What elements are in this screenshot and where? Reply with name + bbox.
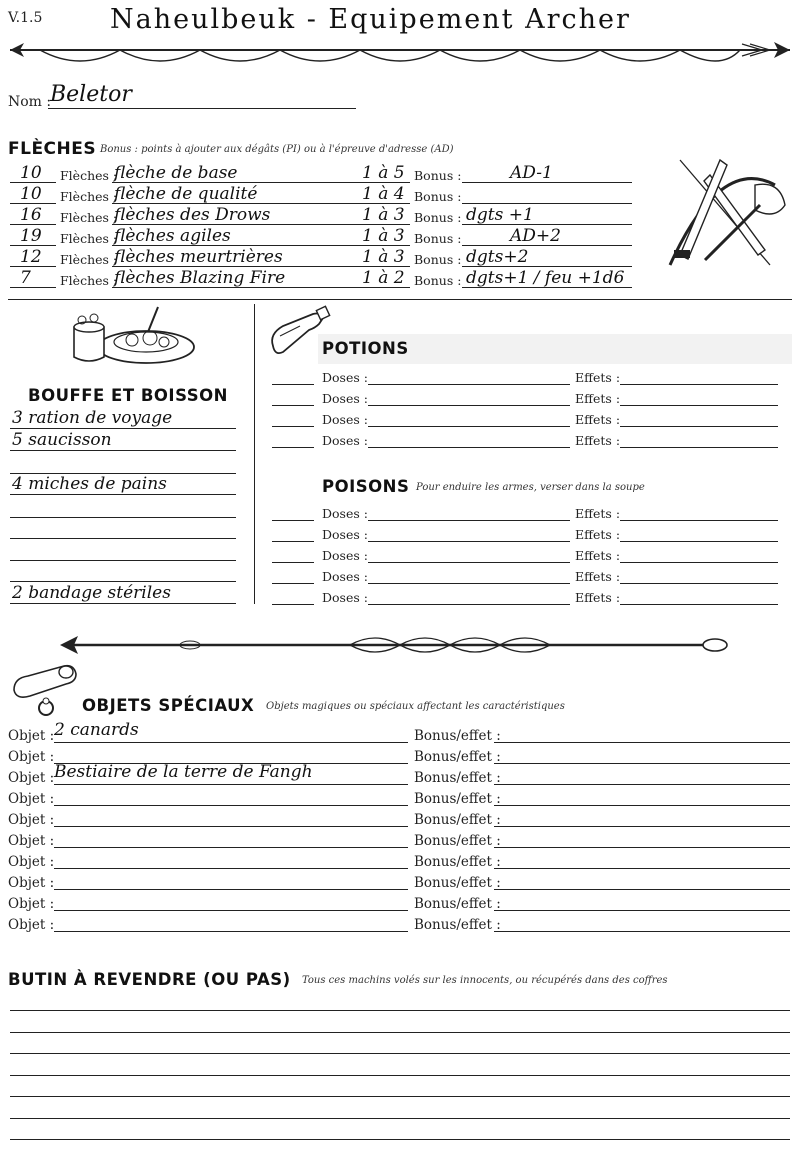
food-underline bbox=[10, 428, 236, 429]
objet-label: Objet : bbox=[8, 749, 55, 765]
arrow-range[interactable]: 1 à 3 bbox=[362, 226, 405, 246]
arrow-name[interactable]: flèche de qualité bbox=[114, 184, 258, 204]
quantity-underline bbox=[272, 604, 314, 605]
doses-field[interactable] bbox=[368, 426, 570, 427]
objet-value[interactable]: 2 canards bbox=[54, 720, 139, 740]
objet-label: Objet : bbox=[8, 896, 55, 912]
doses-label: Doses : bbox=[322, 412, 368, 427]
butin-heading: BUTIN À REVENDRE (OU PAS) bbox=[8, 970, 291, 989]
effets-label: Effets : bbox=[575, 548, 621, 563]
nom-value[interactable]: Beletor bbox=[50, 82, 132, 107]
objet-underline bbox=[54, 826, 408, 827]
section-divider bbox=[8, 299, 792, 300]
arrow-range[interactable]: 1 à 4 bbox=[362, 184, 405, 204]
staff-divider-icon bbox=[60, 630, 740, 660]
bonus-underline bbox=[462, 182, 632, 183]
bonus-effet-field[interactable] bbox=[494, 763, 790, 764]
food-item[interactable]: 4 miches de pains bbox=[12, 474, 167, 494]
arrow-range[interactable]: 1 à 3 bbox=[362, 205, 405, 225]
effets-label: Effets : bbox=[575, 569, 621, 584]
arrow-bonus[interactable]: AD+2 bbox=[510, 226, 561, 246]
doses-label: Doses : bbox=[322, 506, 368, 521]
bonus-effet-label: Bonus/effet : bbox=[414, 896, 501, 912]
arrow-qty[interactable]: 10 bbox=[20, 184, 42, 204]
qty-underline bbox=[10, 245, 56, 246]
bouffe-heading: BOUFFE ET BOISSON bbox=[28, 386, 228, 405]
butin-line[interactable] bbox=[10, 1010, 790, 1011]
effets-field[interactable] bbox=[620, 405, 778, 406]
qty-underline bbox=[10, 203, 56, 204]
bonus-effet-field[interactable] bbox=[494, 910, 790, 911]
doses-label: Doses : bbox=[322, 569, 368, 584]
objet-underline bbox=[54, 742, 408, 743]
quantity-underline bbox=[272, 562, 314, 563]
objet-underline bbox=[54, 931, 408, 932]
quantity-underline bbox=[272, 384, 314, 385]
effets-field[interactable] bbox=[620, 583, 778, 584]
arrow-bonus-label: Bonus : bbox=[414, 189, 462, 204]
bonus-effet-field[interactable] bbox=[494, 931, 790, 932]
objet-underline bbox=[54, 847, 408, 848]
objet-label: Objet : bbox=[8, 728, 55, 744]
quantity-underline bbox=[272, 520, 314, 521]
effets-label: Effets : bbox=[575, 370, 621, 385]
bonus-effet-field[interactable] bbox=[494, 784, 790, 785]
arrow-bonus-label: Bonus : bbox=[414, 252, 462, 267]
bonus-effet-label: Bonus/effet : bbox=[414, 770, 501, 786]
arrow-row-label: Flèches : bbox=[60, 252, 118, 267]
doses-label: Doses : bbox=[322, 391, 368, 406]
arrow-bonus-label: Bonus : bbox=[414, 210, 462, 225]
bonus-effet-label: Bonus/effet : bbox=[414, 833, 501, 849]
objet-underline bbox=[54, 805, 408, 806]
arrow-name[interactable]: flèches meurtrières bbox=[114, 247, 283, 267]
arrow-row-label: Flèches : bbox=[60, 168, 118, 183]
effets-label: Effets : bbox=[575, 433, 621, 448]
arrow-bonus-label: Bonus : bbox=[414, 168, 462, 183]
arrow-range[interactable]: 1 à 5 bbox=[362, 163, 405, 183]
objet-underline bbox=[54, 784, 408, 785]
arrow-bonus-label: Bonus : bbox=[414, 231, 462, 246]
food-underline bbox=[10, 450, 236, 451]
bonus-effet-field[interactable] bbox=[494, 805, 790, 806]
objet-underline bbox=[54, 889, 408, 890]
arrow-bonus[interactable]: dgts+2 bbox=[466, 247, 529, 267]
doses-field[interactable] bbox=[368, 583, 570, 584]
fleches-heading: FLÈCHES bbox=[8, 139, 97, 159]
arrow-qty[interactable]: 19 bbox=[20, 226, 42, 246]
nom-label: Nom : bbox=[8, 94, 52, 110]
doses-label: Doses : bbox=[322, 370, 368, 385]
qty-underline bbox=[10, 287, 56, 288]
objet-underline bbox=[54, 910, 408, 911]
arrow-name[interactable]: flèches des Drows bbox=[114, 205, 271, 225]
bonus-effet-field[interactable] bbox=[494, 889, 790, 890]
objet-label: Objet : bbox=[8, 854, 55, 870]
bonus-underline bbox=[462, 287, 632, 288]
bonus-effet-field[interactable] bbox=[494, 847, 790, 848]
bonus-underline bbox=[462, 266, 632, 267]
objet-label: Objet : bbox=[8, 875, 55, 891]
objet-label: Objet : bbox=[8, 917, 55, 933]
bonus-effet-label: Bonus/effet : bbox=[414, 791, 501, 807]
bonus-effet-label: Bonus/effet : bbox=[414, 749, 501, 765]
food-underline bbox=[10, 538, 236, 539]
arrow-name[interactable]: flèches Blazing Fire bbox=[114, 268, 286, 288]
objet-underline bbox=[54, 868, 408, 869]
food-item[interactable]: 5 saucisson bbox=[12, 430, 112, 450]
potions-heading: POTIONS bbox=[322, 339, 409, 358]
nom-underline bbox=[48, 108, 356, 109]
arrow-range[interactable]: 1 à 2 bbox=[362, 268, 405, 288]
arrow-bonus[interactable]: dgts +1 bbox=[466, 205, 534, 225]
arrow-qty[interactable]: 16 bbox=[20, 205, 42, 225]
effets-label: Effets : bbox=[575, 391, 621, 406]
food-underline bbox=[10, 517, 236, 518]
arrow-qty[interactable]: 7 bbox=[20, 268, 31, 288]
doses-label: Doses : bbox=[322, 433, 368, 448]
qty-underline bbox=[10, 182, 56, 183]
objet-value[interactable]: Bestiaire de la terre de Fangh bbox=[54, 762, 313, 782]
doses-field[interactable] bbox=[368, 447, 570, 448]
bonus-underline bbox=[462, 224, 632, 225]
effets-field[interactable] bbox=[620, 447, 778, 448]
arrow-divider-icon bbox=[10, 36, 790, 76]
arrow-range[interactable]: 1 à 3 bbox=[362, 247, 405, 267]
bonus-effet-label: Bonus/effet : bbox=[414, 875, 501, 891]
arrow-row-label: Flèches : bbox=[60, 231, 118, 246]
arrow-bonus-label: Bonus : bbox=[414, 273, 462, 288]
effets-field[interactable] bbox=[620, 562, 778, 563]
effets-field[interactable] bbox=[620, 604, 778, 605]
bonus-effet-field[interactable] bbox=[494, 742, 790, 743]
food-underline bbox=[10, 494, 236, 495]
arrow-row-label: Flèches : bbox=[60, 210, 118, 225]
poisons-heading: POISONS bbox=[322, 477, 410, 496]
objet-label: Objet : bbox=[8, 791, 55, 807]
arrow-name[interactable]: flèches agiles bbox=[114, 226, 231, 246]
bonus-effet-label: Bonus/effet : bbox=[414, 854, 501, 870]
doses-field[interactable] bbox=[368, 604, 570, 605]
doses-label: Doses : bbox=[322, 548, 368, 563]
scroll-ring-icon bbox=[6, 660, 76, 720]
fleches-subtitle: Bonus : points à ajouter aux dégâts (PI) ou à l'épreuve d'adresse (AD) bbox=[100, 144, 454, 155]
food-underline bbox=[10, 581, 236, 582]
doses-label: Doses : bbox=[322, 527, 368, 542]
effets-field[interactable] bbox=[620, 426, 778, 427]
butin-line[interactable] bbox=[10, 1053, 790, 1054]
butin-line[interactable] bbox=[10, 1032, 790, 1033]
bonus-effet-label: Bonus/effet : bbox=[414, 917, 501, 933]
doses-field[interactable] bbox=[368, 520, 570, 521]
objet-label: Objet : bbox=[8, 833, 55, 849]
objet-label: Objet : bbox=[8, 770, 55, 786]
vertical-divider bbox=[254, 304, 255, 604]
effets-field[interactable] bbox=[620, 384, 778, 385]
effets-field[interactable] bbox=[620, 520, 778, 521]
qty-underline bbox=[10, 224, 56, 225]
arrow-qty[interactable]: 12 bbox=[20, 247, 42, 267]
butin-line[interactable] bbox=[10, 1139, 790, 1140]
butin-line[interactable] bbox=[10, 1118, 790, 1119]
effets-label: Effets : bbox=[575, 506, 621, 521]
arrow-bonus[interactable]: AD-1 bbox=[510, 163, 553, 183]
doses-field[interactable] bbox=[368, 405, 570, 406]
butin-subtitle: Tous ces machins volés sur les innocents, ou récupérés dans des coffres bbox=[302, 975, 668, 986]
butin-line[interactable] bbox=[10, 1096, 790, 1097]
quantity-underline bbox=[272, 426, 314, 427]
arrow-qty[interactable]: 10 bbox=[20, 163, 42, 183]
objets-heading: OBJETS SPÉCIAUX bbox=[82, 696, 255, 715]
quantity-underline bbox=[272, 447, 314, 448]
arrow-bonus[interactable]: dgts+1 / feu +1d6 bbox=[466, 268, 625, 288]
doses-field[interactable] bbox=[368, 541, 570, 542]
food-item[interactable]: 3 ration de voyage bbox=[12, 408, 173, 428]
crossed-weapons-icon bbox=[660, 155, 790, 275]
butin-line[interactable] bbox=[10, 1075, 790, 1076]
food-item[interactable]: 2 bandage stériles bbox=[12, 583, 171, 603]
qty-underline bbox=[10, 266, 56, 267]
doses-field[interactable] bbox=[368, 562, 570, 563]
quantity-underline bbox=[272, 541, 314, 542]
food-plate-icon bbox=[66, 302, 196, 372]
quantity-underline bbox=[272, 583, 314, 584]
objets-subtitle: Objets magiques ou spéciaux affectant les caractéristiques bbox=[266, 701, 565, 712]
effets-label: Effets : bbox=[575, 527, 621, 542]
bonus-effet-field[interactable] bbox=[494, 826, 790, 827]
food-underline bbox=[10, 603, 236, 604]
doses-label: Doses : bbox=[322, 590, 368, 605]
bonus-underline bbox=[462, 203, 632, 204]
effets-field[interactable] bbox=[620, 541, 778, 542]
arrow-row-label: Flèches : bbox=[60, 189, 118, 204]
bonus-underline bbox=[462, 245, 632, 246]
food-underline bbox=[10, 560, 236, 561]
poisons-subtitle: Pour enduire les armes, verser dans la soupe bbox=[416, 482, 645, 493]
effets-label: Effets : bbox=[575, 590, 621, 605]
bonus-effet-field[interactable] bbox=[494, 868, 790, 869]
arrow-name[interactable]: flèche de base bbox=[114, 163, 238, 183]
arrow-row-label: Flèches : bbox=[60, 273, 118, 288]
objet-label: Objet : bbox=[8, 812, 55, 828]
quantity-underline bbox=[272, 405, 314, 406]
bonus-effet-label: Bonus/effet : bbox=[414, 728, 501, 744]
doses-field[interactable] bbox=[368, 384, 570, 385]
effets-label: Effets : bbox=[575, 412, 621, 427]
version-label: V.1.5 bbox=[8, 10, 43, 26]
bonus-effet-label: Bonus/effet : bbox=[414, 812, 501, 828]
page-title: Naheulbeuk - Equipement Archer bbox=[110, 4, 631, 35]
